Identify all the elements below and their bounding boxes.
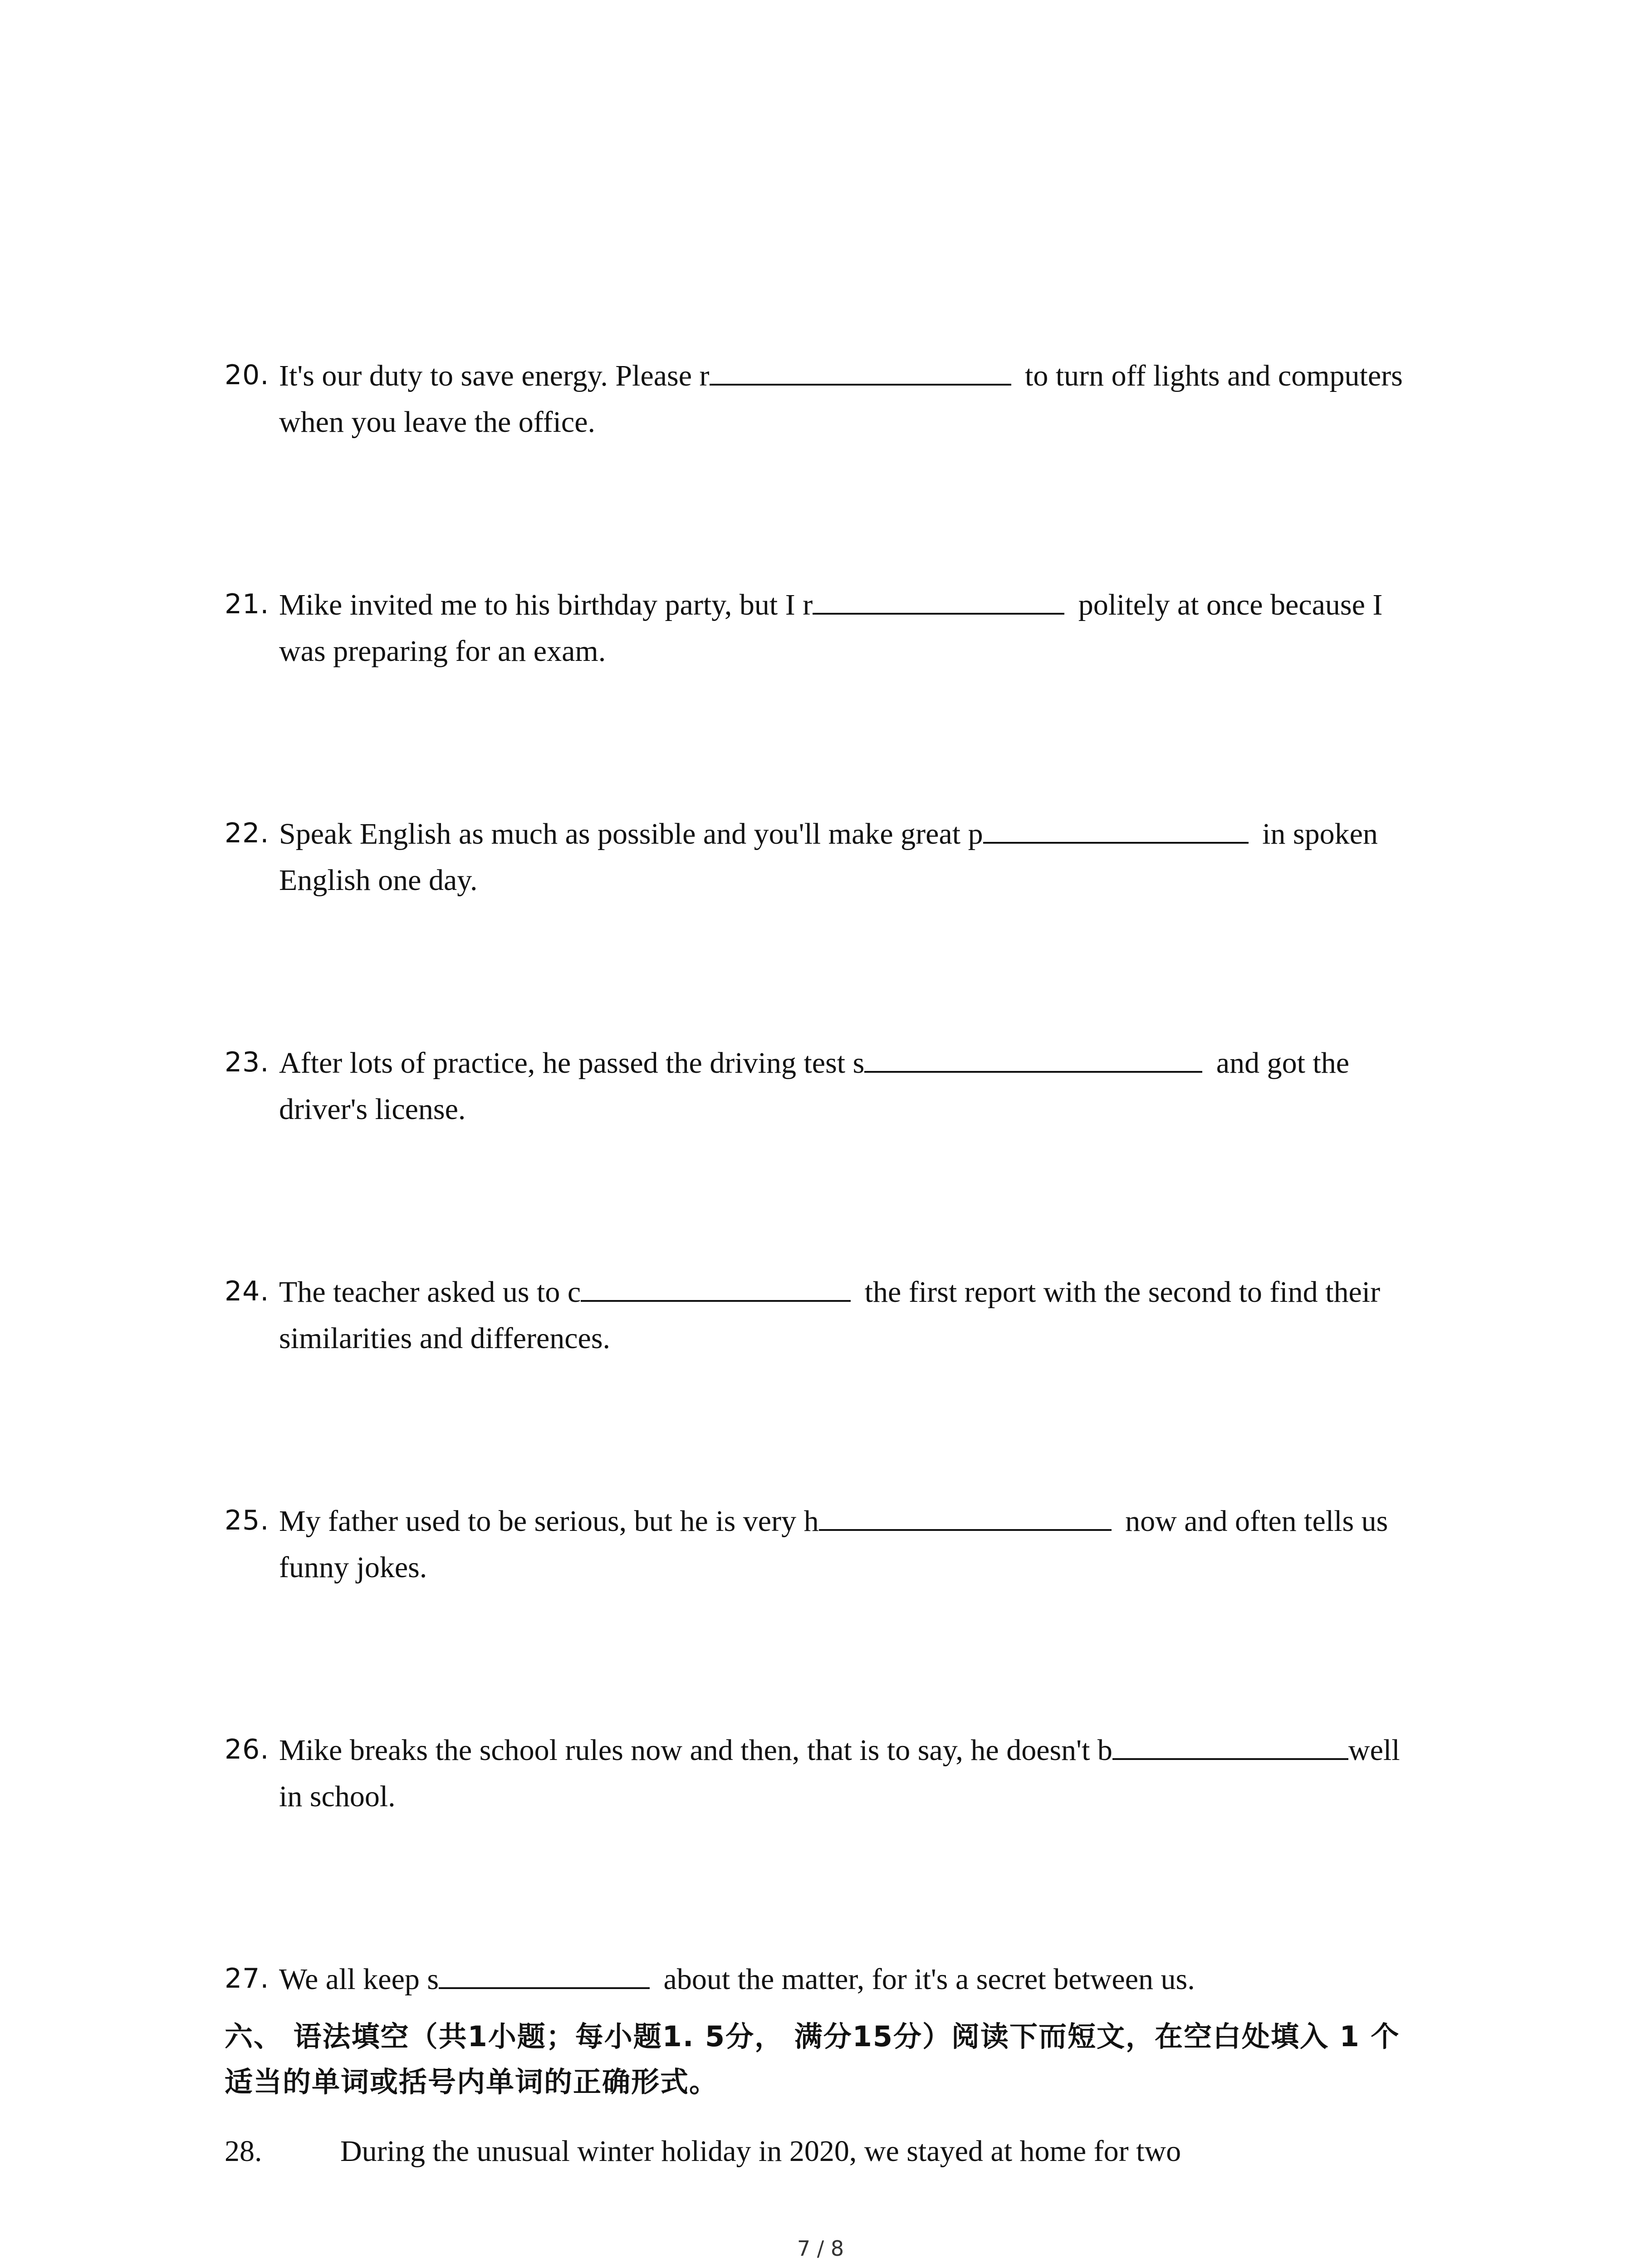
question-second-line: driver's license.: [279, 1093, 466, 1126]
question-number: 26.: [225, 1734, 269, 1765]
page-number: 7 / 8: [797, 2236, 844, 2261]
question-second-line: was preparing for an exam.: [279, 635, 606, 668]
section-header: [225, 2014, 1468, 2105]
section-instruction-line-1: 六、 语法填空（共1小题；每小题1. 5分， 满分15分）阅读下而短文，在空白处填入 1 个: [225, 2020, 1400, 2053]
question-23: [225, 1039, 1450, 1133]
question-text: [279, 1497, 1450, 1591]
question-20: [225, 352, 1450, 445]
question-24: [225, 1268, 1450, 1362]
question-text: [279, 352, 1450, 445]
question-continuation: about the matter, for it's a secret between us.: [656, 1963, 1195, 1996]
question-continuation: to turn off lights and computers: [1017, 359, 1403, 392]
question-continuation: in spoken: [1254, 817, 1378, 850]
answer-blank[interactable]: [819, 1497, 1112, 1531]
question-stem: My father used to be serious, but he is very h: [279, 1505, 819, 1538]
answer-blank[interactable]: [864, 1039, 1202, 1073]
answer-blank[interactable]: [1112, 1726, 1348, 1760]
question-text: [279, 1039, 1450, 1133]
question-number: 23.: [225, 1046, 269, 1078]
question-text: [279, 1955, 1450, 2003]
question-stem: It's our duty to save energy. Please r: [279, 359, 710, 392]
question-second-line: in school.: [279, 1780, 396, 1813]
question-25: [225, 1497, 1450, 1591]
answer-blank[interactable]: [983, 810, 1249, 844]
question-continuation: and got the: [1209, 1046, 1350, 1080]
question-number: 25.: [225, 1505, 269, 1536]
answer-blank[interactable]: [581, 1268, 851, 1302]
question-stem: Mike invited me to his birthday party, but I r: [279, 588, 813, 621]
question-second-line: similarities and differences.: [279, 1322, 611, 1355]
question-continuation: now and often tells us: [1117, 1505, 1388, 1538]
question-text: [279, 810, 1450, 904]
answer-blank[interactable]: [710, 352, 1011, 386]
question-26: [225, 1726, 1450, 1820]
question-number: 20.: [225, 359, 269, 391]
question-number: 27.: [225, 1963, 269, 1994]
question-text: [279, 1268, 1450, 1362]
question-stem: Speak English as much as possible and you'll make great p: [279, 817, 983, 850]
question-stem: The teacher asked us to c: [279, 1276, 581, 1309]
question-number: 21.: [225, 588, 269, 620]
section-instruction-line-2: 适当的单词或括号内单词的正确形式。: [225, 2065, 719, 2098]
question-stem: We all keep s: [279, 1963, 439, 1996]
question-continuation: the first report with the second to find their: [857, 1276, 1381, 1309]
question-27: [225, 1955, 1450, 2003]
question-second-line: funny jokes.: [279, 1551, 427, 1584]
question-text: [279, 1726, 1450, 1820]
passage-text: During the unusual winter holiday in 2020, we stayed at home for two: [340, 2135, 1181, 2168]
question-number: 28.: [225, 2135, 262, 2168]
question-continuation: well: [1348, 1734, 1400, 1767]
question-text: [279, 581, 1450, 675]
answer-blank[interactable]: [439, 1955, 650, 1989]
question-number: 24.: [225, 1276, 269, 1307]
question-continuation: politely at once because I: [1071, 588, 1383, 621]
question-stem: After lots of practice, he passed the driving test s: [279, 1046, 865, 1080]
question-21: [225, 581, 1450, 675]
question-stem: Mike breaks the school rules now and then, that is to say, he doesn't b: [279, 1734, 1112, 1767]
question-28: [225, 2128, 1181, 2175]
question-22: [225, 810, 1450, 904]
question-second-line: English one day.: [279, 864, 478, 897]
question-number: 22.: [225, 817, 269, 849]
question-second-line: when you leave the office.: [279, 406, 595, 439]
answer-blank[interactable]: [813, 581, 1064, 615]
